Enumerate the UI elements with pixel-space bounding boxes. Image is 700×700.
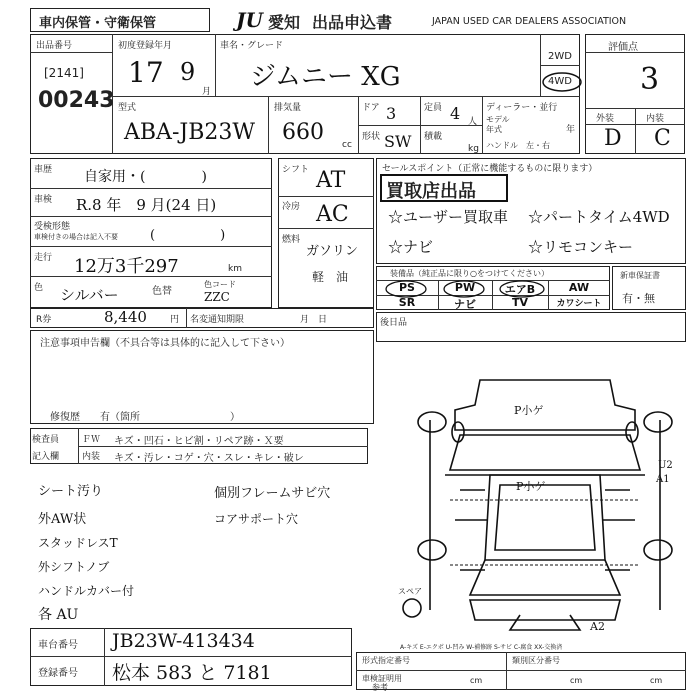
aircon-value: AC bbox=[316, 202, 349, 227]
shape-value: SW bbox=[384, 132, 412, 151]
remark-left-2: 外AW状 bbox=[38, 512, 87, 527]
checker-row2: キズ・汚レ・コゲ・穴・スレ・キレ・破レ bbox=[114, 453, 304, 464]
receiving-label: 受検形態 bbox=[34, 222, 71, 232]
plate-value: 松本 583 と 7181 bbox=[112, 662, 272, 684]
chassis-value: JB23W-413434 bbox=[112, 630, 255, 652]
carname-label: 車名・グレード bbox=[220, 41, 284, 51]
carname-value: ジムニー XG bbox=[250, 62, 401, 92]
spare-label: スペア bbox=[398, 587, 422, 596]
remark-left-3: スタッドレスT bbox=[38, 536, 118, 550]
rating-label: 評価点 bbox=[608, 42, 638, 53]
equipment-label: 装備品（純正品に限り○をつけてください） bbox=[390, 269, 549, 278]
shift-value: AT bbox=[316, 168, 346, 193]
equip-navi: ナビ bbox=[454, 298, 476, 311]
dealer-year-unit: 年 bbox=[566, 125, 576, 135]
checker-row1-head: ＦＷ bbox=[82, 435, 101, 445]
aircon-label: 冷房 bbox=[282, 202, 301, 212]
doors-value: 3 bbox=[386, 104, 397, 123]
reg-year: 17 bbox=[128, 56, 164, 89]
recycle-unit: 円 bbox=[170, 315, 180, 325]
remark-left-4: 外シフトノブ bbox=[38, 560, 110, 574]
remark-left-5: ハンドルカバー付 bbox=[38, 584, 135, 598]
warranty-label: 新車保証書 bbox=[620, 271, 660, 280]
equip-airbag: エアB bbox=[504, 283, 536, 296]
load-unit: kg bbox=[468, 144, 479, 154]
lot-bracket: [2141] bbox=[44, 66, 84, 80]
diag-mark-2: P小ゲ bbox=[516, 480, 546, 493]
remark-left-6: 各 AU bbox=[38, 607, 79, 623]
history-value: 自家用・( ) bbox=[84, 169, 207, 185]
exterior-value: D bbox=[604, 126, 622, 151]
model-value: ABA-JB23W bbox=[124, 120, 255, 145]
reg-month-unit: 月 bbox=[202, 87, 212, 97]
footer-cm-3: cm bbox=[650, 676, 663, 685]
dealer-handle: ハンドル 左・右 bbox=[486, 141, 550, 150]
displacement-unit: cc bbox=[342, 140, 352, 150]
drive-4wd: 4WD bbox=[548, 76, 572, 87]
remark-right-1: 個別フレームサビ穴 bbox=[214, 486, 331, 501]
reg-label: 初度登録年月 bbox=[118, 41, 173, 51]
color-code: ZZC bbox=[204, 290, 230, 304]
dealer-model: モデル bbox=[486, 115, 510, 124]
selling-point-3: ☆ナビ bbox=[388, 238, 434, 256]
namechange-label: 名変通知期限 bbox=[190, 315, 245, 325]
displacement-value: 660 bbox=[282, 120, 324, 145]
inspection-value: R.8 年 9 月(24 日) bbox=[76, 196, 217, 214]
interior-value: C bbox=[654, 126, 671, 151]
checker-label-2: 記入欄 bbox=[32, 452, 60, 462]
car-diagram bbox=[400, 360, 690, 650]
footer-cm-2: cm bbox=[570, 676, 583, 685]
damage-legend: A-キズ E-エクボ U-凹み W-補修跡 S-サビ C-腐食 XX-交換済 bbox=[400, 644, 563, 651]
interior-label: 内装 bbox=[646, 114, 665, 124]
checker-row2-head: 内装 bbox=[82, 452, 101, 462]
equip-tv: TV bbox=[511, 296, 529, 309]
load-label: 積載 bbox=[424, 132, 443, 142]
recycle-value: 8,440 bbox=[104, 308, 147, 326]
equip-leather: カワシート bbox=[556, 299, 602, 309]
diag-mark-5: A2 bbox=[590, 620, 605, 633]
receiving-note: 車検付きの場合は記入不要 bbox=[34, 233, 118, 241]
recycle-label: R券 bbox=[36, 315, 52, 325]
reg-month: 9 bbox=[180, 58, 196, 86]
selling-point-2: ☆パートタイム4WD bbox=[528, 208, 670, 226]
repair-label: 修復歴 有（箇所 ） bbox=[50, 412, 240, 423]
checker-row1: キズ・凹石・ヒビ割・リペア跡・Ｘ要 bbox=[114, 436, 284, 447]
mileage-label: 走行 bbox=[34, 253, 53, 263]
form-title: 出品申込書 bbox=[312, 13, 393, 32]
doors-label: ドア bbox=[362, 103, 380, 113]
capacity-value: 4 bbox=[450, 104, 461, 123]
lot-number: 00243 bbox=[38, 88, 115, 113]
model-label: 型式 bbox=[118, 103, 137, 113]
color-label: 色 bbox=[34, 283, 44, 293]
equip-pw: PW bbox=[454, 281, 476, 294]
color-value: シルバー bbox=[60, 286, 119, 304]
history-label: 車歴 bbox=[34, 165, 53, 175]
storage-box bbox=[30, 8, 210, 32]
dealer-label: ディーラー・並行 bbox=[486, 103, 558, 113]
displacement-label: 排気量 bbox=[274, 103, 302, 113]
buyer-badge-text: 買取店出品 bbox=[386, 181, 476, 202]
footer-cat-num: 類別区分番号 bbox=[512, 656, 560, 665]
rear-goods-label: 後日品 bbox=[380, 318, 408, 328]
exterior-label: 外装 bbox=[596, 114, 615, 124]
dealer-year: 年式 bbox=[486, 125, 502, 134]
equip-aw: AW bbox=[568, 281, 590, 294]
remark-right-2: コアサポート穴 bbox=[214, 512, 299, 526]
footer-cm-1: cm bbox=[470, 676, 483, 685]
fuel-value: ガソリン bbox=[306, 244, 359, 259]
rating-score: 3 bbox=[640, 62, 660, 97]
org-name: 愛知 bbox=[268, 13, 301, 32]
drive-2wd: 2WD bbox=[548, 51, 572, 62]
receiving-value: ( ) bbox=[150, 228, 226, 243]
rear-goods-box bbox=[376, 312, 686, 342]
warranty-value: 有・無 bbox=[622, 292, 655, 305]
storage-label: 車内保管・守衛保管 bbox=[39, 16, 157, 31]
equip-circles bbox=[376, 276, 616, 300]
assoc-name: JAPAN USED CAR DEALERS ASSOCIATION bbox=[432, 16, 627, 27]
color-code-label: 色コード bbox=[204, 280, 236, 289]
capacity-unit: 人 bbox=[468, 117, 478, 127]
mileage-unit: km bbox=[228, 264, 242, 274]
equip-sr: SR bbox=[398, 296, 416, 309]
inspection-label: 車検 bbox=[34, 195, 53, 205]
equip-ps: PS bbox=[399, 281, 415, 294]
notes-label: 注意事項申告欄（不具合等は具体的に記入して下さい） bbox=[40, 338, 290, 349]
diag-mark-4: A1 bbox=[656, 474, 670, 485]
namechange-unit: 月 日 bbox=[300, 315, 328, 325]
fuel-label: 燃料 bbox=[282, 235, 301, 245]
capacity-label: 定員 bbox=[424, 103, 443, 113]
selling-points-label: セールスポイント（正常に機能するものに限ります） bbox=[382, 164, 598, 174]
repaint-label: 色替 bbox=[152, 286, 172, 297]
drive-4wd-circle bbox=[540, 70, 584, 94]
chassis-label: 車台番号 bbox=[38, 640, 78, 651]
remark-left-1: シート汚り bbox=[38, 484, 104, 499]
plate-label: 登録番号 bbox=[38, 668, 78, 679]
footer-ref: 参考 bbox=[372, 683, 388, 692]
fuel-option: 軽 油 bbox=[312, 270, 349, 284]
footer-cert: 車検証明用 bbox=[362, 674, 402, 683]
selling-point-1: ☆ユーザー買取車 bbox=[388, 208, 509, 226]
diag-mark-1: P小ゲ bbox=[514, 404, 544, 417]
shift-label: シフト bbox=[282, 165, 310, 175]
mileage-value: 12万3千297 bbox=[74, 256, 179, 277]
checker-label-1: 検査員 bbox=[32, 435, 60, 445]
shape-label: 形状 bbox=[362, 132, 381, 142]
lot-label: 出品番号 bbox=[36, 41, 73, 51]
diag-mark-3: U2 bbox=[658, 460, 673, 471]
ju-logo: JU bbox=[236, 8, 263, 32]
footer-type-cert: 形式指定番号 bbox=[362, 656, 410, 665]
selling-point-4: ☆リモコンキー bbox=[528, 238, 634, 256]
